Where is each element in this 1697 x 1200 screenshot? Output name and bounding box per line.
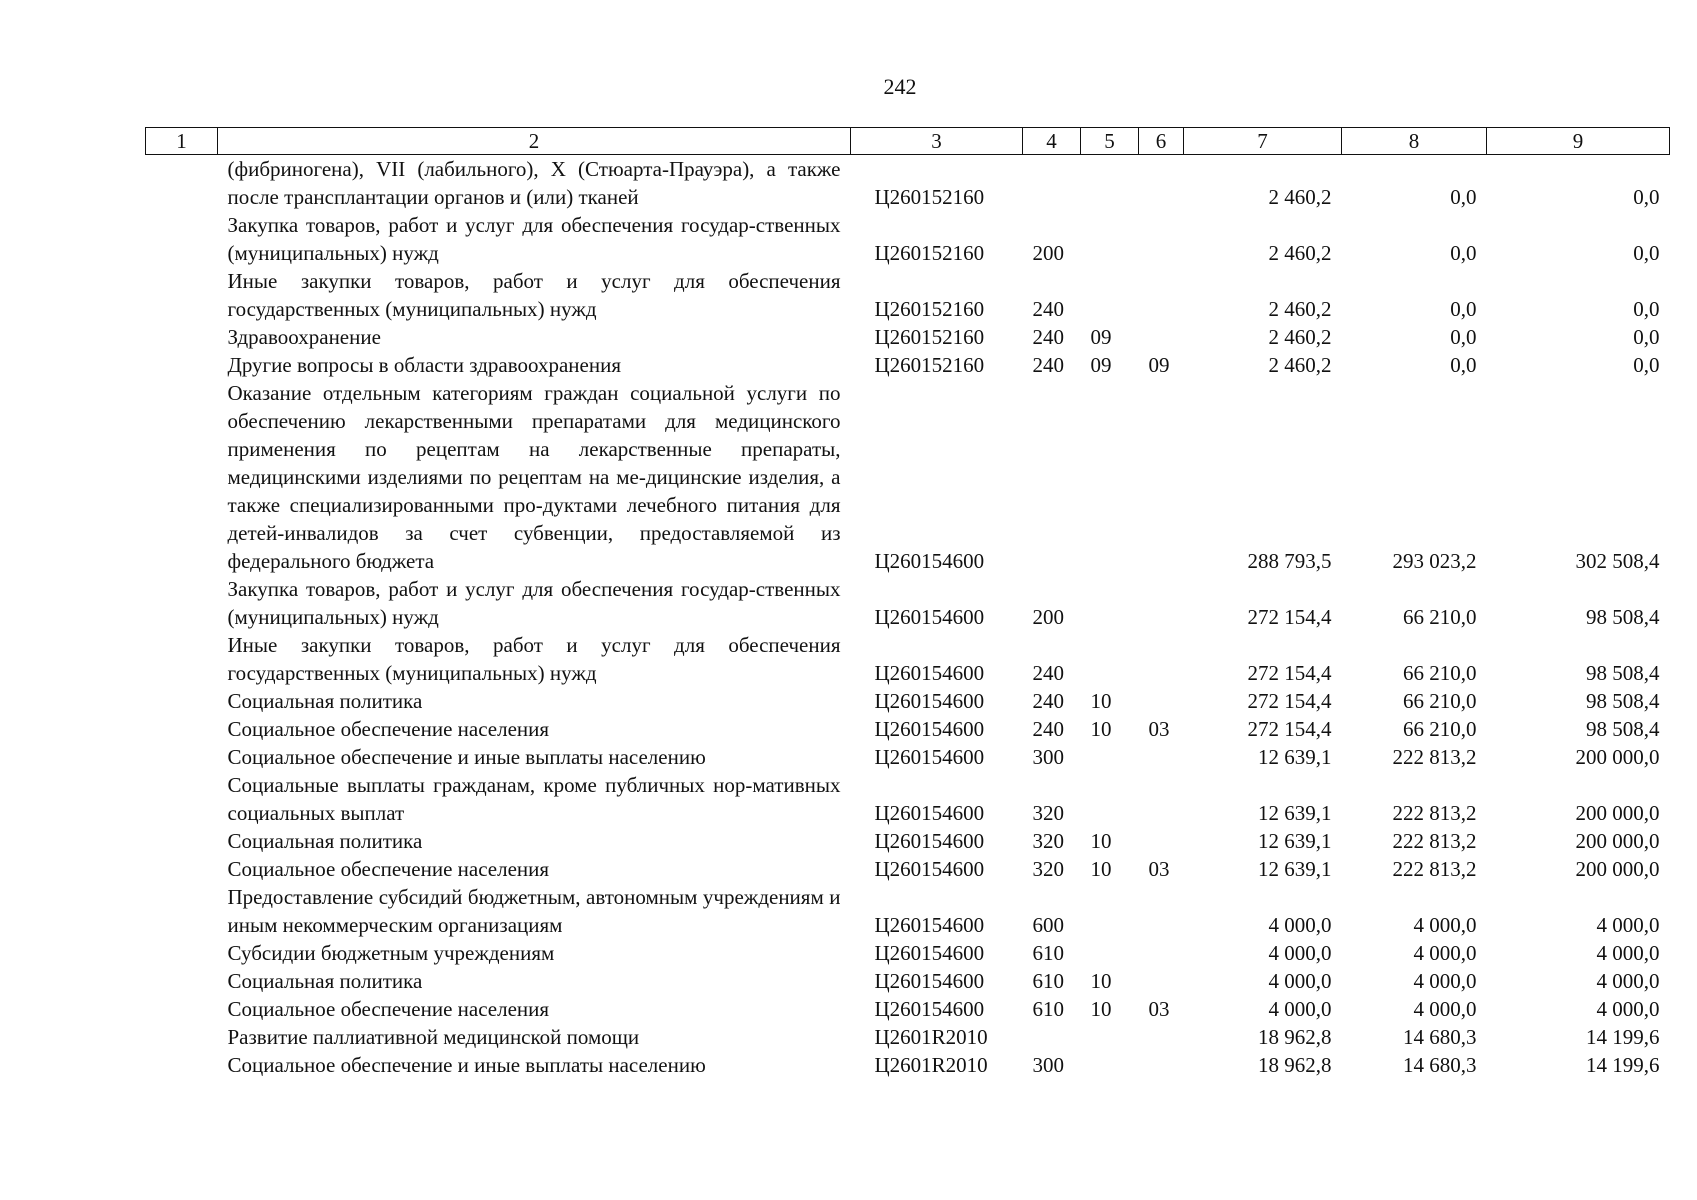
row-name: Другие вопросы в области здравоохранения (227, 353, 621, 377)
row-amount-year-1: 12 639,1 (1258, 829, 1332, 853)
budget-sheet (145, 127, 1669, 1079)
row-subsection (1139, 883, 1184, 939)
row-subsection (1139, 743, 1184, 771)
row-amount-year-2: 222 813,2 (1392, 745, 1477, 769)
row-subsection (1139, 687, 1184, 715)
row-expense-type: 300 (1032, 1053, 1064, 1077)
row-subsection (1139, 1023, 1184, 1051)
row-amount-year-2: 4 000,0 (1413, 941, 1477, 965)
row-amount-year-1: 12 639,1 (1258, 857, 1332, 881)
row-code: Ц260154600 (874, 605, 985, 629)
row-amount-year-3: 4 000,0 (1596, 969, 1660, 993)
row-name: Предоставление субсидий бюджетным, автономным учреждениям и иным некоммерческим организациям (227, 885, 841, 937)
header-col-6: 6 (1139, 128, 1184, 155)
row-amount-year-2: 222 813,2 (1392, 801, 1477, 825)
row-name: Социальное обеспечение и иные выплаты населению (227, 1053, 706, 1077)
row-code: Ц260154600 (874, 801, 985, 825)
row-subsection: 03 (1148, 997, 1170, 1021)
row-amount-year-1: 272 154,4 (1247, 717, 1332, 741)
row-amount-year-1: 4 000,0 (1268, 997, 1332, 1021)
row-amount-year-2: 293 023,2 (1392, 549, 1477, 573)
row-subsection: 09 (1148, 353, 1170, 377)
table-row (146, 1023, 1670, 1051)
table-body (146, 155, 1670, 1080)
row-amount-year-2: 66 210,0 (1403, 605, 1477, 629)
page-number: 242 (883, 74, 917, 99)
row-section (1081, 211, 1139, 267)
row-name: Социальная политика (227, 829, 423, 853)
row-expense-type (1023, 379, 1081, 575)
row-section (1081, 379, 1139, 575)
row-name: Закупка товаров, работ и услуг для обеспечения государ-ственных (муниципальных) нужд (227, 577, 841, 629)
row-amount-year-1: 2 460,2 (1268, 297, 1332, 321)
table-row (146, 631, 1670, 687)
row-amount-year-2: 0,0 (1450, 297, 1477, 321)
table-row (146, 323, 1670, 351)
header-col-2: 2 (218, 128, 851, 155)
row-amount-year-3: 98 508,4 (1586, 717, 1660, 741)
row-amount-year-2: 4 000,0 (1413, 969, 1477, 993)
row-subsection (1139, 631, 1184, 687)
row-expense-type: 610 (1032, 941, 1064, 965)
row-amount-year-2: 222 813,2 (1392, 857, 1477, 881)
row-amount-year-2: 66 210,0 (1403, 661, 1477, 685)
row-name: Иные закупки товаров, работ и услуг для обеспечения государственных (муниципальных) нужд (227, 269, 841, 321)
row-amount-year-2: 0,0 (1450, 241, 1477, 265)
row-name: Субсидии бюджетным учреждениям (227, 941, 555, 965)
row-expense-type: 320 (1032, 801, 1064, 825)
table-row (146, 687, 1670, 715)
row-section: 10 (1090, 997, 1112, 1021)
row-section (1081, 1023, 1139, 1051)
row-amount-year-3: 0,0 (1633, 185, 1660, 209)
row-subsection (1139, 967, 1184, 995)
row-code: Ц260152160 (874, 353, 985, 377)
header-col-1: 1 (146, 128, 218, 155)
row-code: Ц260154600 (874, 745, 985, 769)
table-row (146, 1051, 1670, 1079)
row-amount-year-1: 12 639,1 (1258, 801, 1332, 825)
row-amount-year-3: 0,0 (1633, 325, 1660, 349)
row-amount-year-1: 2 460,2 (1268, 325, 1332, 349)
row-code: Ц260154600 (874, 857, 985, 881)
row-subsection (1139, 267, 1184, 323)
row-expense-type (1023, 155, 1081, 212)
row-amount-year-1: 4 000,0 (1268, 941, 1332, 965)
table-row (146, 267, 1670, 323)
row-name: Социальная политика (227, 969, 423, 993)
row-code: Ц2601R2010 (874, 1025, 988, 1049)
header-col-9: 9 (1487, 128, 1670, 155)
row-expense-type: 240 (1032, 689, 1064, 713)
row-amount-year-3: 4 000,0 (1596, 997, 1660, 1021)
row-amount-year-1: 2 460,2 (1268, 241, 1332, 265)
row-subsection (1139, 575, 1184, 631)
row-name: Здравоохранение (227, 325, 381, 349)
row-amount-year-1: 288 793,5 (1247, 549, 1332, 573)
row-amount-year-3: 14 199,6 (1586, 1053, 1660, 1077)
row-amount-year-3: 0,0 (1633, 241, 1660, 265)
row-amount-year-1: 272 154,4 (1247, 661, 1332, 685)
table-row (146, 995, 1670, 1023)
row-code: Ц260154600 (874, 913, 985, 937)
row-subsection (1139, 827, 1184, 855)
row-section: 09 (1090, 353, 1112, 377)
row-amount-year-2: 0,0 (1450, 325, 1477, 349)
row-amount-year-2: 66 210,0 (1403, 689, 1477, 713)
row-section (1081, 939, 1139, 967)
row-expense-type: 300 (1032, 745, 1064, 769)
row-section: 10 (1090, 717, 1112, 741)
row-amount-year-3: 200 000,0 (1575, 745, 1660, 769)
table-row (146, 855, 1670, 883)
row-subsection (1139, 379, 1184, 575)
row-amount-year-1: 272 154,4 (1247, 689, 1332, 713)
row-amount-year-3: 98 508,4 (1586, 605, 1660, 629)
row-amount-year-3: 98 508,4 (1586, 661, 1660, 685)
row-section: 10 (1090, 857, 1112, 881)
row-amount-year-2: 0,0 (1450, 353, 1477, 377)
row-expense-type: 240 (1032, 297, 1064, 321)
row-subsection (1139, 155, 1184, 212)
header-col-3: 3 (851, 128, 1023, 155)
row-expense-type: 240 (1032, 325, 1064, 349)
row-expense-type: 200 (1032, 605, 1064, 629)
row-code: Ц260154600 (874, 997, 985, 1021)
table-row (146, 575, 1670, 631)
header-col-4: 4 (1023, 128, 1081, 155)
row-section (1081, 743, 1139, 771)
row-code: Ц260154600 (874, 941, 985, 965)
row-name: (фибриногена), VII (лабильного), X (Стюарта-Прауэра), а также после трансплантации органов и (или) тканей (227, 157, 841, 209)
row-code: Ц260152160 (874, 185, 985, 209)
row-expense-type: 320 (1032, 857, 1064, 881)
row-subsection (1139, 939, 1184, 967)
row-subsection (1139, 323, 1184, 351)
row-amount-year-1: 272 154,4 (1247, 605, 1332, 629)
row-expense-type: 240 (1032, 661, 1064, 685)
row-amount-year-3: 0,0 (1633, 297, 1660, 321)
row-code: Ц260154600 (874, 689, 985, 713)
row-expense-type (1023, 1023, 1081, 1051)
column-number-header (146, 128, 1670, 155)
row-amount-year-2: 222 813,2 (1392, 829, 1477, 853)
table-row (146, 351, 1670, 379)
row-amount-year-3: 302 508,4 (1575, 549, 1660, 573)
row-subsection: 03 (1148, 717, 1170, 741)
row-amount-year-3: 14 199,6 (1586, 1025, 1660, 1049)
row-amount-year-1: 18 962,8 (1258, 1025, 1332, 1049)
row-amount-year-3: 200 000,0 (1575, 857, 1660, 881)
header-col-7: 7 (1184, 128, 1342, 155)
table-row (146, 743, 1670, 771)
row-code: Ц260154600 (874, 549, 985, 573)
row-amount-year-2: 4 000,0 (1413, 913, 1477, 937)
row-section (1081, 155, 1139, 212)
table-row (146, 211, 1670, 267)
row-section: 09 (1090, 325, 1112, 349)
row-subsection (1139, 211, 1184, 267)
row-amount-year-3: 4 000,0 (1596, 941, 1660, 965)
header-col-8: 8 (1342, 128, 1487, 155)
row-amount-year-3: 98 508,4 (1586, 689, 1660, 713)
row-amount-year-3: 4 000,0 (1596, 913, 1660, 937)
row-amount-year-2: 0,0 (1450, 185, 1477, 209)
row-subsection (1139, 771, 1184, 827)
table-row (146, 883, 1670, 939)
row-section (1081, 771, 1139, 827)
row-code: Ц2601R2010 (874, 1053, 988, 1077)
row-amount-year-2: 66 210,0 (1403, 717, 1477, 741)
header-col-5: 5 (1081, 128, 1139, 155)
row-amount-year-1: 12 639,1 (1258, 745, 1332, 769)
row-amount-year-1: 2 460,2 (1268, 185, 1332, 209)
row-expense-type: 320 (1032, 829, 1064, 853)
row-section (1081, 883, 1139, 939)
row-amount-year-1: 2 460,2 (1268, 353, 1332, 377)
row-amount-year-3: 200 000,0 (1575, 801, 1660, 825)
row-name: Социальные выплаты гражданам, кроме публичных нор-мативных социальных выплат (227, 773, 841, 825)
row-subsection (1139, 1051, 1184, 1079)
row-expense-type: 200 (1032, 241, 1064, 265)
row-section: 10 (1090, 689, 1112, 713)
row-code: Ц260152160 (874, 297, 985, 321)
row-code: Ц260154600 (874, 829, 985, 853)
table-row (146, 715, 1670, 743)
row-code: Ц260152160 (874, 325, 985, 349)
table-row (146, 379, 1670, 575)
table-row (146, 967, 1670, 995)
row-code: Ц260152160 (874, 241, 985, 265)
row-amount-year-2: 14 680,3 (1403, 1025, 1477, 1049)
row-expense-type: 610 (1032, 997, 1064, 1021)
row-name: Социальное обеспечение населения (227, 717, 550, 741)
budget-table (145, 127, 1670, 1079)
row-section (1081, 1051, 1139, 1079)
row-amount-year-1: 4 000,0 (1268, 969, 1332, 993)
row-amount-year-3: 0,0 (1633, 353, 1660, 377)
row-expense-type: 600 (1032, 913, 1064, 937)
table-row (146, 155, 1670, 212)
row-name: Социальная политика (227, 689, 423, 713)
row-name: Социальное обеспечение и иные выплаты населению (227, 745, 706, 769)
row-code: Ц260154600 (874, 717, 985, 741)
row-subsection: 03 (1148, 857, 1170, 881)
row-name: Социальное обеспечение населения (227, 997, 550, 1021)
row-amount-year-1: 4 000,0 (1268, 913, 1332, 937)
row-expense-type: 240 (1032, 717, 1064, 741)
row-section (1081, 631, 1139, 687)
row-section (1081, 267, 1139, 323)
row-section: 10 (1090, 829, 1112, 853)
row-code: Ц260154600 (874, 661, 985, 685)
row-section: 10 (1090, 969, 1112, 993)
row-expense-type: 610 (1032, 969, 1064, 993)
row-expense-type: 240 (1032, 353, 1064, 377)
table-row (146, 827, 1670, 855)
table-row (146, 771, 1670, 827)
row-name: Закупка товаров, работ и услуг для обеспечения государ-ственных (муниципальных) нужд (227, 213, 841, 265)
row-section (1081, 575, 1139, 631)
row-amount-year-2: 14 680,3 (1403, 1053, 1477, 1077)
row-name: Развитие паллиативной медицинской помощи (227, 1025, 640, 1049)
row-name: Оказание отдельным категориям граждан социальной услуги по обеспечению лекарственными препаратами для медицинского применения по рецептам на лекарственные препараты, медицинскими изделиями по рецептам на ме-дицинские изделия, а также специализированными про-дуктами лечебного питания для детей-инвалидов за счет субвенции, предоставляемой из федерального бюджета (227, 381, 841, 573)
row-name: Социальное обеспечение населения (227, 857, 550, 881)
row-code: Ц260154600 (874, 969, 985, 993)
row-amount-year-2: 4 000,0 (1413, 997, 1477, 1021)
row-amount-year-1: 18 962,8 (1258, 1053, 1332, 1077)
row-amount-year-3: 200 000,0 (1575, 829, 1660, 853)
row-name: Иные закупки товаров, работ и услуг для обеспечения государственных (муниципальных) нужд (227, 633, 841, 685)
table-row (146, 939, 1670, 967)
